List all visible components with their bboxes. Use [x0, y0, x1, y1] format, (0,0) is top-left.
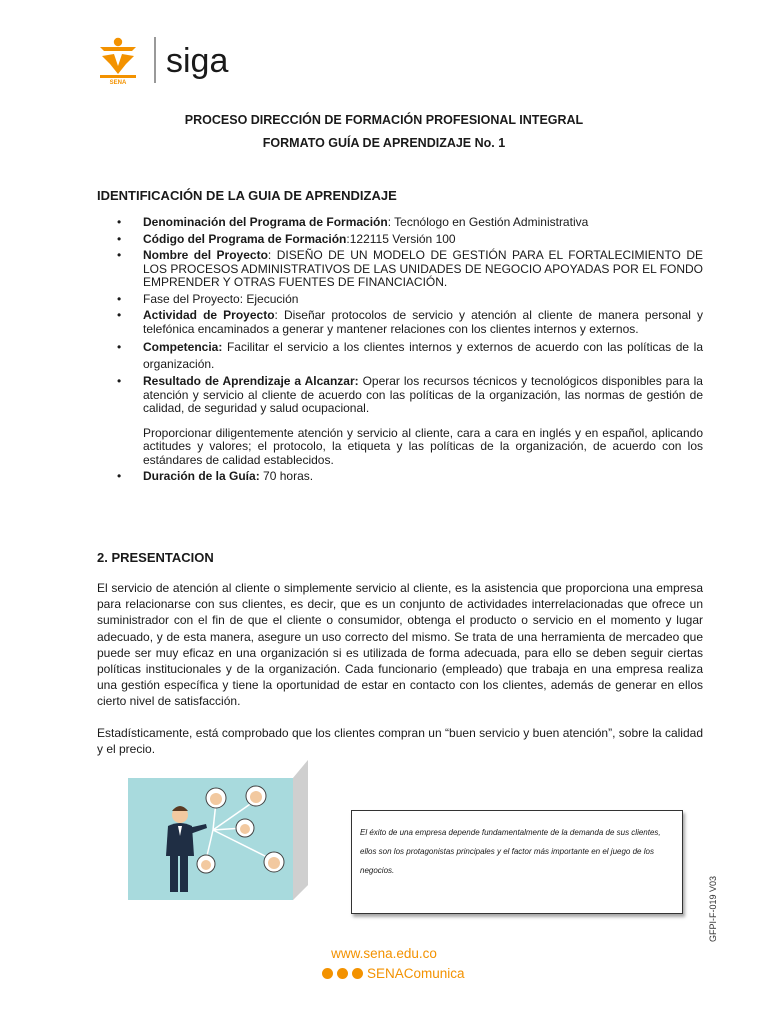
- facebook-icon[interactable]: [322, 968, 333, 979]
- list-item: • Actividad de Proyecto: Diseñar protocolos de servicio y atención al cliente de manera personal y telefónica encaminados a generar y mantener relaciones con los clientes internos y externos.: [117, 308, 704, 336]
- presentation-paragraph-2: Estadísticamente, está comprobado que los clientes compran un “buen servicio y buen atención”, sobre la calidad y el precio.: [97, 726, 703, 757]
- sena-siga-logo: [96, 34, 246, 86]
- section1-heading: IDENTIFICACIÓN DE LA GUIA DE APRENDIZAJE: [97, 188, 397, 203]
- list-item: • Resultado de Aprendizaje a Alcanzar: Operar los recursos técnicos y tecnológicos disponibles para la atención y servicio al cliente de acuerdo con las políticas de la organización, las normas de gestión de calidad, de seguridad y salud ocupacional. Proporcionar diligentemente atención y servicio al cliente, cara a cara en inglés y en español, aplicando actitudes y valores; el protocolo, la etiqueta y las políticas de la organización, de acuerdo con los estándares de calidad establecidos.: [117, 374, 703, 467]
- list-item: • Denominación del Programa de Formación: Tecnólogo en Gestión Administrativa: [117, 215, 589, 229]
- list-item: • Código del Programa de Formación:122115 Versión 100: [117, 231, 456, 246]
- list-item: • Nombre del Proyecto: DISEÑO DE UN MODELO DE GESTIÓN PARA EL FORTALECIMIENTO DE LOS PROCESOS ADMINISTRATIVOS DE LAS UNIDADES DE NEGOCIO APOYADAS POR EL FONDO EMPRENDER Y OTRAS FUENTES DE FINANCIACIÓN.: [117, 248, 703, 289]
- footer-website-link[interactable]: www.sena.edu.co: [331, 946, 437, 961]
- list-item: • Fase del Proyecto: Ejecución: [117, 291, 299, 306]
- list-item: • Duración de la Guía: 70 horas.: [117, 469, 314, 483]
- footer-social: [322, 964, 465, 982]
- list-item: • Competencia: Facilitar el servicio a los clientes internos y externos de acuerdo con las políticas de la organización.: [117, 340, 703, 371]
- document-title: PROCESO DIRECCIÓN DE FORMACIÓN PROFESIONAL INTEGRAL: [184, 113, 584, 127]
- form-code: GFPI-F-019 V03: [708, 875, 718, 942]
- quote-box: El éxito de una empresa depende fundamentalmente de la demanda de sus clientes, ellos son los protagonistas principales y el factor más importante en el juego de los negocios.: [351, 810, 683, 914]
- document-subtitle: FORMATO GUÍA DE APRENDIZAJE No. 1: [262, 136, 506, 150]
- sena-emblem-icon: [100, 38, 136, 78]
- section2-heading: 2. PRESENTACION: [97, 550, 214, 565]
- social-handle: SENAComunica: [367, 965, 465, 981]
- youtube-icon[interactable]: [352, 968, 363, 979]
- customer-network-illustration: [128, 760, 308, 900]
- list-item-paragraph: Proporcionar diligentemente atención y servicio al cliente, cara a cara en inglés y en español, aplicando actitudes y valores; el protocolo, la etiqueta y las políticas de la organización, de acuerdo con los estándares de calidad establecidos.: [143, 425, 703, 467]
- logo-label: SENA: [109, 80, 127, 86]
- siga-brand: siga: [166, 42, 229, 80]
- presentation-paragraph-1: El servicio de atención al cliente o simplemente servicio al cliente, es la asistencia que proporciona una empresa para relacionarse con sus clientes, es decir, que es un conjunto de actividades interrelacionadas que ofrece un suministrador con el fin de que el cliente o consumidor, obtenga el producto o servicio en el momento y lugar adecuado, y de esta manera, asegure un uso correcto del mismo. Se trata de una herramienta de mercadeo que puede ser muy eficaz en una organización si es utilizada de forma adecuada, para ello se deben seguir ciertas políticas institucionales y de la organización. Cada funcionario (empleado) que trabaja en una empresa realiza una gestión específica y tiene la oportunidad de estar en contacto con los clientes, además de generar en ellos cierto nivel de satisfacción.: [97, 581, 703, 709]
- identification-list: [97, 216, 703, 487]
- twitter-icon[interactable]: [337, 968, 348, 979]
